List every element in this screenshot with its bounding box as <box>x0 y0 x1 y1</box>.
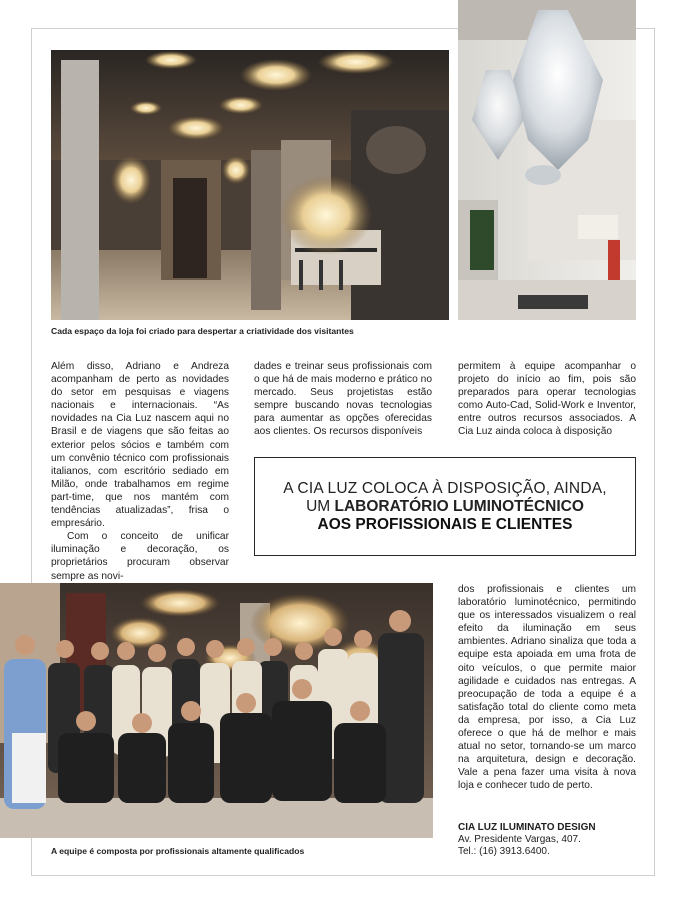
team-photo <box>0 583 433 838</box>
column-1-paragraph-1: Além disso, Adriano e Andreza acompanham de perto as novidades do setor em pesquisas e viagens nacionais e internacionais. “As novidades na Cia Luz nascem aqui no Brasil e de viagens que são feitas ao exterior pelos sócios e também com um convênio técnico com profissionais italianos, com escritório sediado em Milão, onde trabalhamos em regime part-time, que nos mantém com tendências atualizadas”, frisa o empresário. <box>51 361 229 530</box>
pull-quote-line-1: A CIA LUZ COLOCA À DISPOSIÇÃO, AINDA, <box>283 480 607 497</box>
pull-quote-box <box>254 457 636 556</box>
column-3-bottom-paragraph: dos profissionais e clientes um laboratório luminotécnico, permitindo que os interessados visualizem o real efeito da iluminação em seus ambientes. Adriano sinaliza que toda a equipe esta apoiada em uma frota de oito veículos, o que permite maior agilidade e cuidados nas entregas. A preocupação de toda a equipe é a satisfação total do cliente como meta da empresa, por isso, a Cia Luz oferece o que há de melhor e mais atual no setor, tornando-se um marco na arquitetura, design e decoração. Vale a pena fazer uma visita à nova loja e conhecer tudo de perto. <box>458 584 636 792</box>
text-column-2 <box>254 360 432 439</box>
company-phone: Tel.: (16) 3913.6400. <box>458 846 550 857</box>
text-column-3-top <box>458 360 636 439</box>
bottom-photo-caption: A equipe é composta por profissionais altamente qualificados <box>51 846 305 856</box>
team-illustration <box>0 583 433 838</box>
text-column-1 <box>51 360 229 583</box>
showroom-photo <box>51 50 449 320</box>
pull-quote-line-2-bold: LABORATÓRIO LUMINOTÉCNICO <box>334 498 584 515</box>
company-address: Av. Presidente Vargas, 407. <box>458 834 581 845</box>
company-name: CIA LUZ ILUMINATO DESIGN <box>458 822 596 833</box>
column-2-paragraph: dades e treinar seus profissionais com o que há de mais moderno e prático no mercado. Seus projetistas estão sempre buscando novas tecnologias para aumentar as opções oferecidas aos clientes. Os recursos disponíveis <box>254 361 432 438</box>
chandelier-illustration <box>458 0 636 320</box>
text-column-3-bottom <box>458 583 636 793</box>
chandelier-photo <box>458 0 636 320</box>
showroom-illustration <box>51 50 449 320</box>
contact-block <box>458 822 596 858</box>
top-photo-caption: Cada espaço da loja foi criado para despertar a criatividade dos visitantes <box>51 326 354 336</box>
pull-quote-line-2-prefix: UM <box>306 498 335 515</box>
pull-quote-line-3: AOS PROFISSIONAIS E CLIENTES <box>317 516 573 533</box>
column-3-top-paragraph: permitem à equipe acompanhar o projeto do início ao fim, pois são preparados para operar tecnologias como Auto-Cad, Solid-Work e Inventor, entre outros recursos associados. A Cia Luz ainda coloca à disposição <box>458 361 636 438</box>
pull-quote-line-2 <box>255 498 635 516</box>
column-1-paragraph-2: Com o conceito de unificar iluminação e decoração, os proprietários procuram observar sempre as novi- <box>51 531 229 582</box>
